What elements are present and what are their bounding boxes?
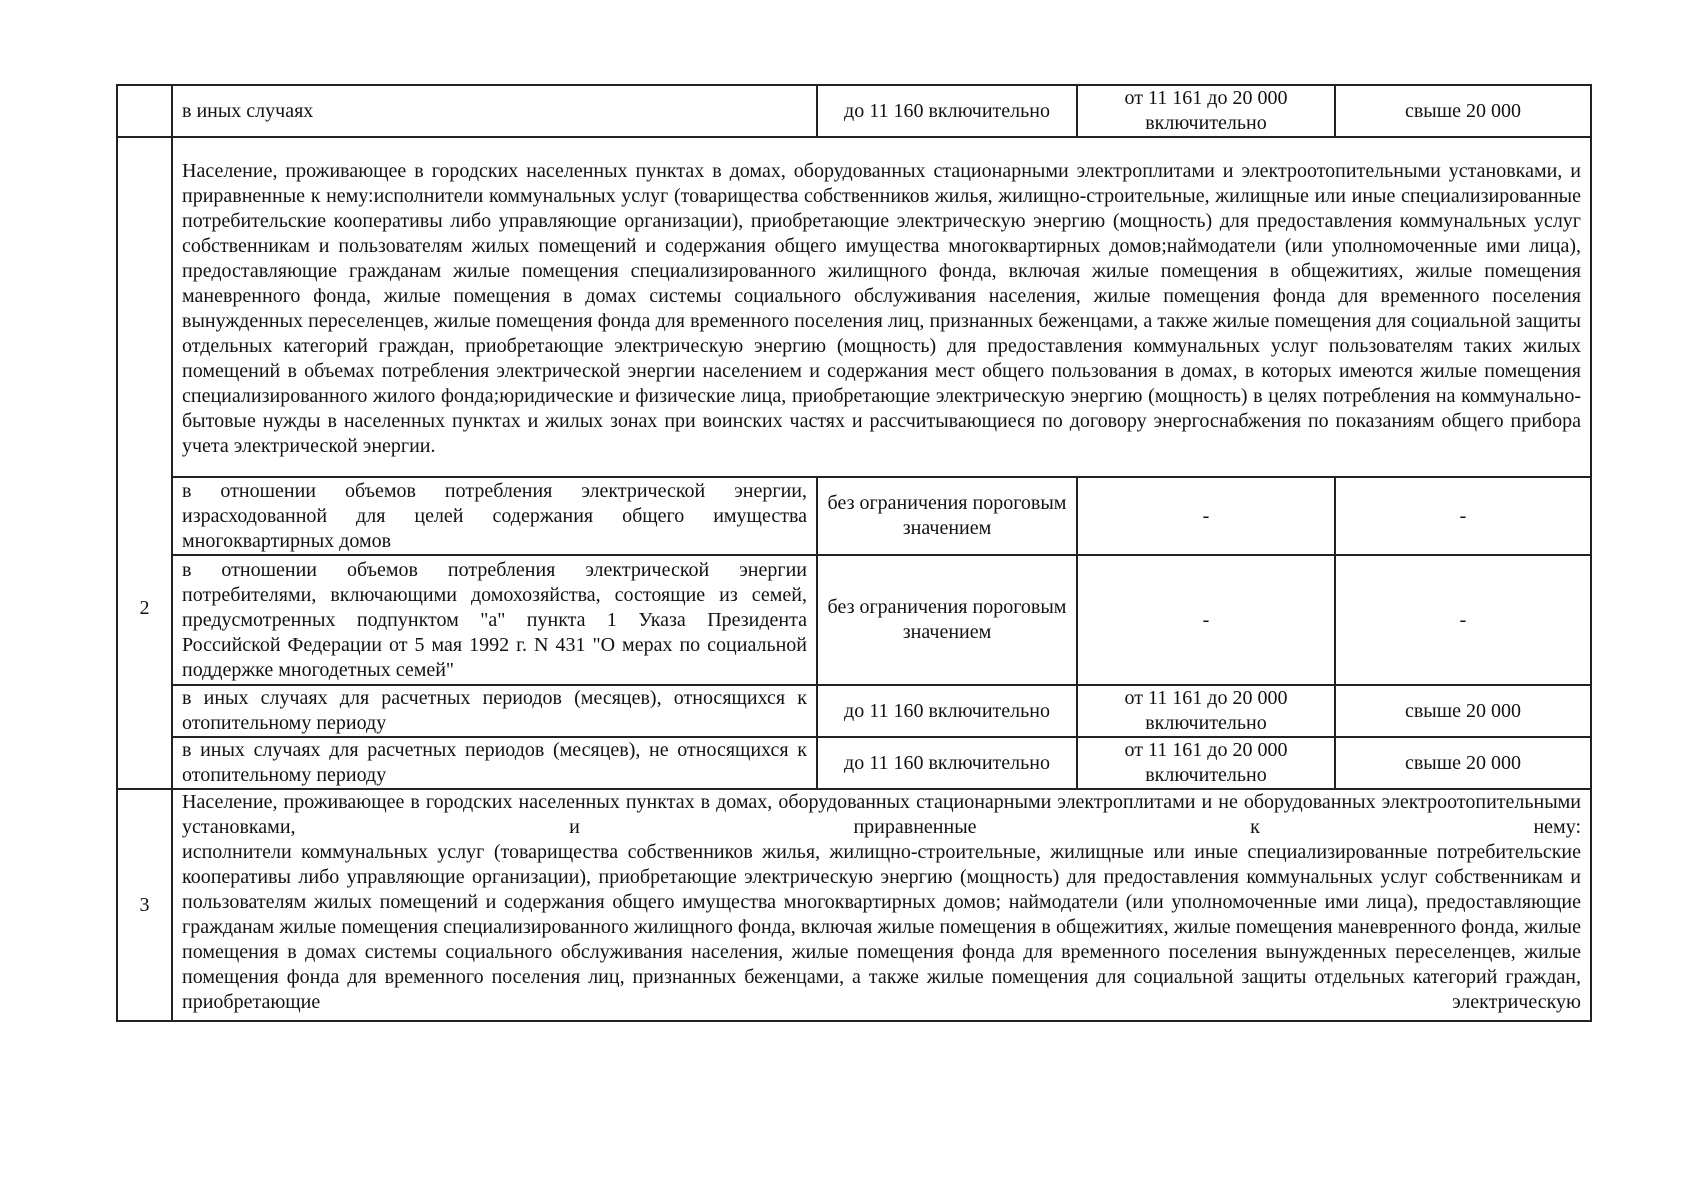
volume-range-2-cell: - [1077, 477, 1335, 555]
volume-range-1-cell: до 11 160 включительно [817, 685, 1077, 737]
table-row [117, 137, 1591, 477]
section-2-description: Население, проживающее в городских населенных пунктах в домах, оборудованных стационарными электроплитами и электроотопительными установками, и приравненные к нему:исполнители коммунальных услуг (товарищества собственников жилья, жилищно-строительные, жилищные или иные специализированные потребительские кооперативы либо управляющие организации), приобретающие электрическую энергию (мощность) для предоставления коммунальных услуг собственникам и пользователям жилых помещений и содержания общего имущества многоквартирных домов;наймодатели (или уполномоченные ими лица), предоставляющие гражданам жилые помещения специализированного жилищного фонда, включая жилые помещения в общежитиях, жилые помещения маневренного фонда, жилые помещения в домах системы социального обслуживания населения, жилые помещения фонда для временного поселения вынужденных переселенцев, жилые помещения фонда для временного поселения лиц, признанных беженцами, а также жилые помещения для социальной защиты отдельных категорий граждан, приобретающие электрическую энергию (мощность) для предоставления коммунальных услуг пользователям таких жилых помещений в объемах потребления электрической энергии населением и содержания мест общего пользования в домах, в которых имеются жилые помещения специализированного жилого фонда;юридические и физические лица, приобретающие электрическую энергию (мощность) в целях потребления на коммунально-бытовые нужды в населенных пунктах и жилых зонах при воинских частях и рассчитывающиеся по договору энергоснабжения по показаниям общего прибора учета электрической энергии. [172, 137, 1591, 477]
consumer-category-cell: в иных случаях для расчетных периодов (месяцев), относящихся к отопительному периоду [172, 685, 817, 737]
volume-range-3-cell: свыше 20 000 [1335, 737, 1591, 789]
consumer-category-cell: в иных случаях [172, 85, 817, 137]
consumer-category-cell: в отношении объемов потребления электрической энергии потребителями, включающими домохозяйства, состоящие из семей, предусмотренных подпунктом "а" пункта 1 Указа Президента Российской Федерации от 5 мая 1992 г. N 431 "О мерах по социальной поддержке многодетных семей" [172, 555, 817, 685]
volume-range-2-cell: от 11 161 до 20 000 включительно [1077, 685, 1335, 737]
section-3-description-continuation: исполнители коммунальных услуг (товарищества собственников жилья, жилищно-строительные, жилищные или иные специализированные потребительские кооперативы либо управляющие организации), приобретающие электрическую энергию (мощность) для предоставления коммунальных услуг собственникам и пользователям жилых помещений и содержания общего имущества многоквартирных домов; наймодатели (или уполномоченные ими лица), предоставляющие гражданам жилые помещения специализированного жилищного фонда, включая жилые помещения в общежитиях, жилые помещения маневренного фонда, жилые помещения в домах системы социального обслуживания населения, жилые помещения фонда для временного поселения вынужденных переселенцев, жилые помещения фонда для временного поселения лиц, признанных беженцами, а также жилые помещения для социальной защиты отдельных категорий граждан, приобретающие электрическую [182, 841, 1581, 1013]
volume-range-1-cell: до 11 160 включительно [817, 85, 1077, 137]
section-number-3: 3 [117, 789, 172, 1021]
volume-range-3-cell: - [1335, 555, 1591, 685]
volume-range-3-cell: свыше 20 000 [1335, 685, 1591, 737]
table-row [117, 477, 1591, 555]
tariff-table [116, 84, 1592, 1022]
volume-range-1-cell: без ограничения пороговым значением [817, 477, 1077, 555]
consumer-category-cell: в отношении объемов потребления электрической энергии, израсходованной для целей содержания общего имущества многоквартирных домов [172, 477, 817, 555]
section-3-description-first-part: Население, проживающее в городских населенных пунктах в домах, оборудованных стационарными электроплитами и не оборудованных электроотопительными установками, и приравненные к нему: [182, 791, 1581, 838]
volume-range-1-cell: без ограничения пороговым значением [817, 555, 1077, 685]
section-number-2: 2 [117, 137, 172, 789]
table-row [117, 555, 1591, 685]
volume-range-2-cell: - [1077, 555, 1335, 685]
table-row [117, 789, 1591, 1021]
volume-range-3-cell: - [1335, 477, 1591, 555]
table-row [117, 685, 1591, 737]
table-row [117, 85, 1591, 137]
volume-range-1-cell: до 11 160 включительно [817, 737, 1077, 789]
table-row [117, 737, 1591, 789]
volume-range-2-cell: от 11 161 до 20 000 включительно [1077, 85, 1335, 137]
consumer-category-cell: в иных случаях для расчетных периодов (месяцев), не относящихся к отопительному периоду [172, 737, 817, 789]
volume-range-2-cell: от 11 161 до 20 000 включительно [1077, 737, 1335, 789]
volume-range-3-cell: свыше 20 000 [1335, 85, 1591, 137]
section-3-description [172, 789, 1591, 1021]
row-number-cell [117, 85, 172, 137]
